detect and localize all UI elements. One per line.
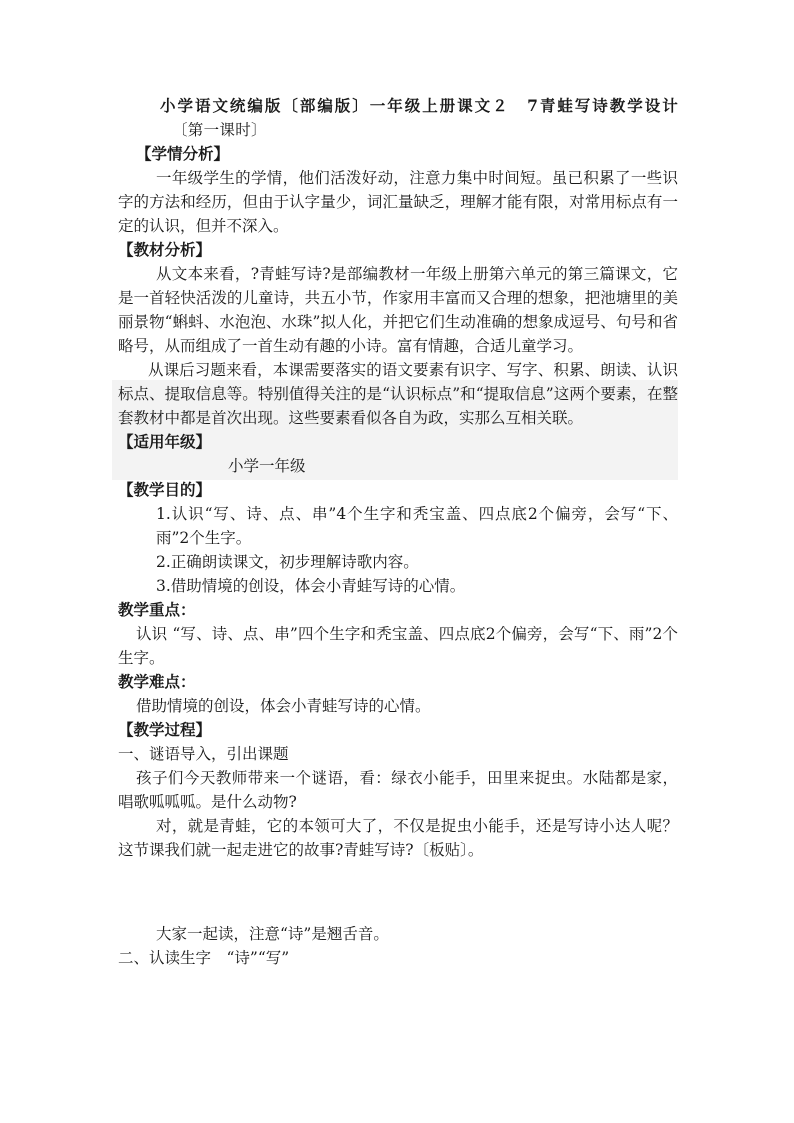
- section-heading-objectives: 【教学目的】: [118, 480, 212, 499]
- section-heading-material-analysis: 【教材分析】: [118, 240, 212, 259]
- section-heading-grade: 【适用年级】: [118, 432, 212, 451]
- blank-gap: [118, 862, 678, 922]
- document-title: [118, 94, 678, 142]
- objective-item-3: 3.借助情境的创设，体会小青蛙写诗的心情。: [156, 577, 466, 595]
- objective-item-2: 2.正确朗读课文，初步理解诗歌内容。: [156, 553, 419, 571]
- objective-item-1: 1.认识“写、诗、点、串”4个生字和秃宝盖、四点底2个偏旁，会写“下、雨”2个生字。: [156, 505, 678, 547]
- process-step2-title: 二、认读生字 “诗”“写”: [118, 949, 290, 967]
- process-step1-para2: 对，就是青蛙，它的本领可大了，不仅是捉虫小能手，还是写诗小达人呢？这节课我们就一起走进它的故事?青蛙写诗?〔板贴〕。: [118, 817, 678, 859]
- section-heading-key-points: 教学重点：: [118, 600, 196, 619]
- process-step1-para1: 孩子们今天教师带来一个谜语，看：绿衣小能手，田里来捉虫。水陆都是家，唱歌呱呱呱。是什么动物?: [118, 769, 678, 811]
- section-heading-learning-analysis: 【学情分析】: [136, 144, 230, 163]
- learning-analysis-text: 一年级学生的学情，他们活泼好动，注意力集中时间短。虽已积累了一些识字的方法和经历，但由于认字量少，词汇量缺乏，理解才能有限，对常用标点有一定的认识，但并不深入。: [118, 169, 678, 235]
- process-step1-title: 一、谜语导入，引出课题: [118, 745, 289, 763]
- title-main: 小学语文统编版〔部编版〕一年级上册课文２ 7青蛙写诗教学设计: [160, 96, 678, 115]
- section-heading-difficulties: 教学难点：: [118, 672, 196, 691]
- title-sub: 〔第一课时〕: [172, 121, 267, 139]
- document-page: [118, 94, 678, 970]
- material-analysis-para1: 从文本来看，?青蛙写诗?是部编教材一年级上册第六单元的第三篇课文，它是一首轻快活泼的儿童诗，共五小节，作家用丰富而又合理的想象，把池塘里的美丽景物“蝌蚪、水泡泡、水珠”拟人化，并把它们生动准确的想象成逗号、句号和省略号，从而组成了一首生动有趣的小诗。富有情趣，合适儿童学习。: [118, 265, 678, 355]
- difficulties-text: 借助情境的创设，体会小青蛙写诗的心情。: [136, 697, 431, 715]
- section-heading-process: 【教学过程】: [118, 720, 212, 739]
- process-step1-para3: 大家一起读，注意“诗”是翘舌音。: [156, 925, 389, 943]
- grade-value: 小学一年级: [228, 457, 306, 475]
- material-analysis-para2: 从课后习题来看，本课需要落实的语文要素有识字、写字、积累、朗读、认识标点、提取信息等。特别值得关注的是“认识标点”和“提取信息”这两个要素，在整套教材中都是首次出现。这些要素看似各自为政，实那么互相关联。: [118, 361, 678, 427]
- key-points-text: 认识 “写、诗、点、串”四个生字和秃宝盖、四点底2个偏旁，会写“下、雨”2个生字。: [118, 625, 678, 667]
